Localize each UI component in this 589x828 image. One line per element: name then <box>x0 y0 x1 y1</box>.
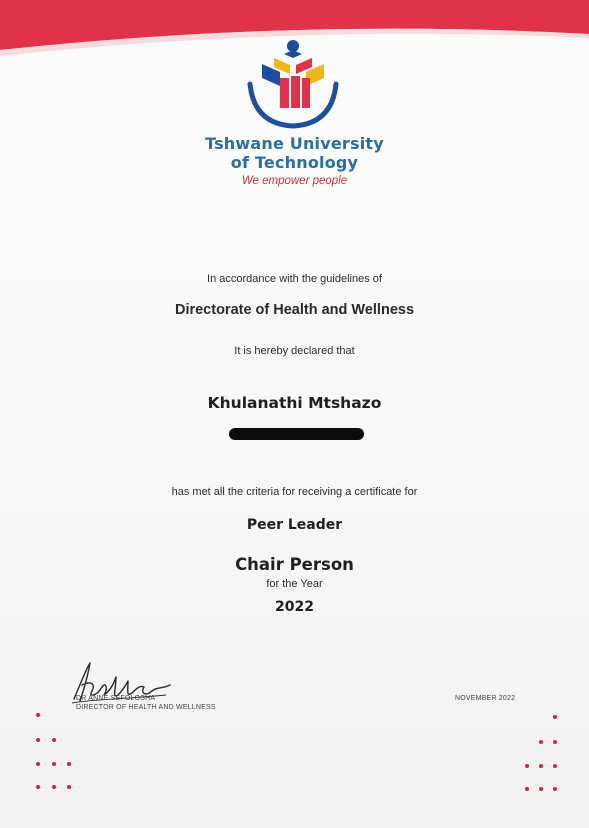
declaration-text: It is hereby declared that <box>234 345 355 357</box>
decor-dot <box>36 738 40 742</box>
award-year: 2022 <box>275 599 314 615</box>
handwritten-signature <box>66 655 186 711</box>
decor-dot <box>539 740 543 744</box>
university-name-line1: Tshwane University <box>205 134 384 153</box>
decor-dot <box>36 713 40 717</box>
decor-dot <box>553 787 557 791</box>
certificate-date: NOVEMBER 2022 <box>455 695 516 702</box>
decor-dot <box>36 762 40 766</box>
decor-dot <box>36 785 40 789</box>
tut-logo-icon <box>244 38 342 134</box>
decor-dot <box>52 762 56 766</box>
decor-dot <box>67 785 71 789</box>
decor-dot <box>52 738 56 742</box>
directorate-heading: Directorate of Health and Wellness <box>174 302 415 318</box>
decor-dot <box>553 764 557 768</box>
for-the-year-text: for the Year <box>266 578 323 590</box>
decor-dot <box>539 787 543 791</box>
signatory-title: DIRECTOR OF HEALTH AND WELLNESS <box>76 704 216 711</box>
decor-dot <box>553 715 557 719</box>
decor-dot <box>525 787 529 791</box>
award-chair-person: Chair Person <box>235 555 354 574</box>
criteria-text: has met all the criteria for receiving a certificate for <box>171 486 418 498</box>
award-peer-leader: Peer Leader <box>246 517 343 533</box>
decor-dot <box>525 764 529 768</box>
recipient-name: Khulanathi Mtshazo <box>207 394 382 412</box>
decor-dot <box>553 740 557 744</box>
redacted-student-number <box>229 428 364 440</box>
university-tagline: We empower people <box>241 175 348 187</box>
decor-dot <box>67 762 71 766</box>
signatory-name: DR ANNE SEFOLOSHA <box>76 695 156 702</box>
university-name-line2: of Technology <box>230 153 359 172</box>
intro-text: In accordance with the guidelines of <box>207 273 382 285</box>
decor-dot <box>52 785 56 789</box>
decor-dot <box>539 764 543 768</box>
